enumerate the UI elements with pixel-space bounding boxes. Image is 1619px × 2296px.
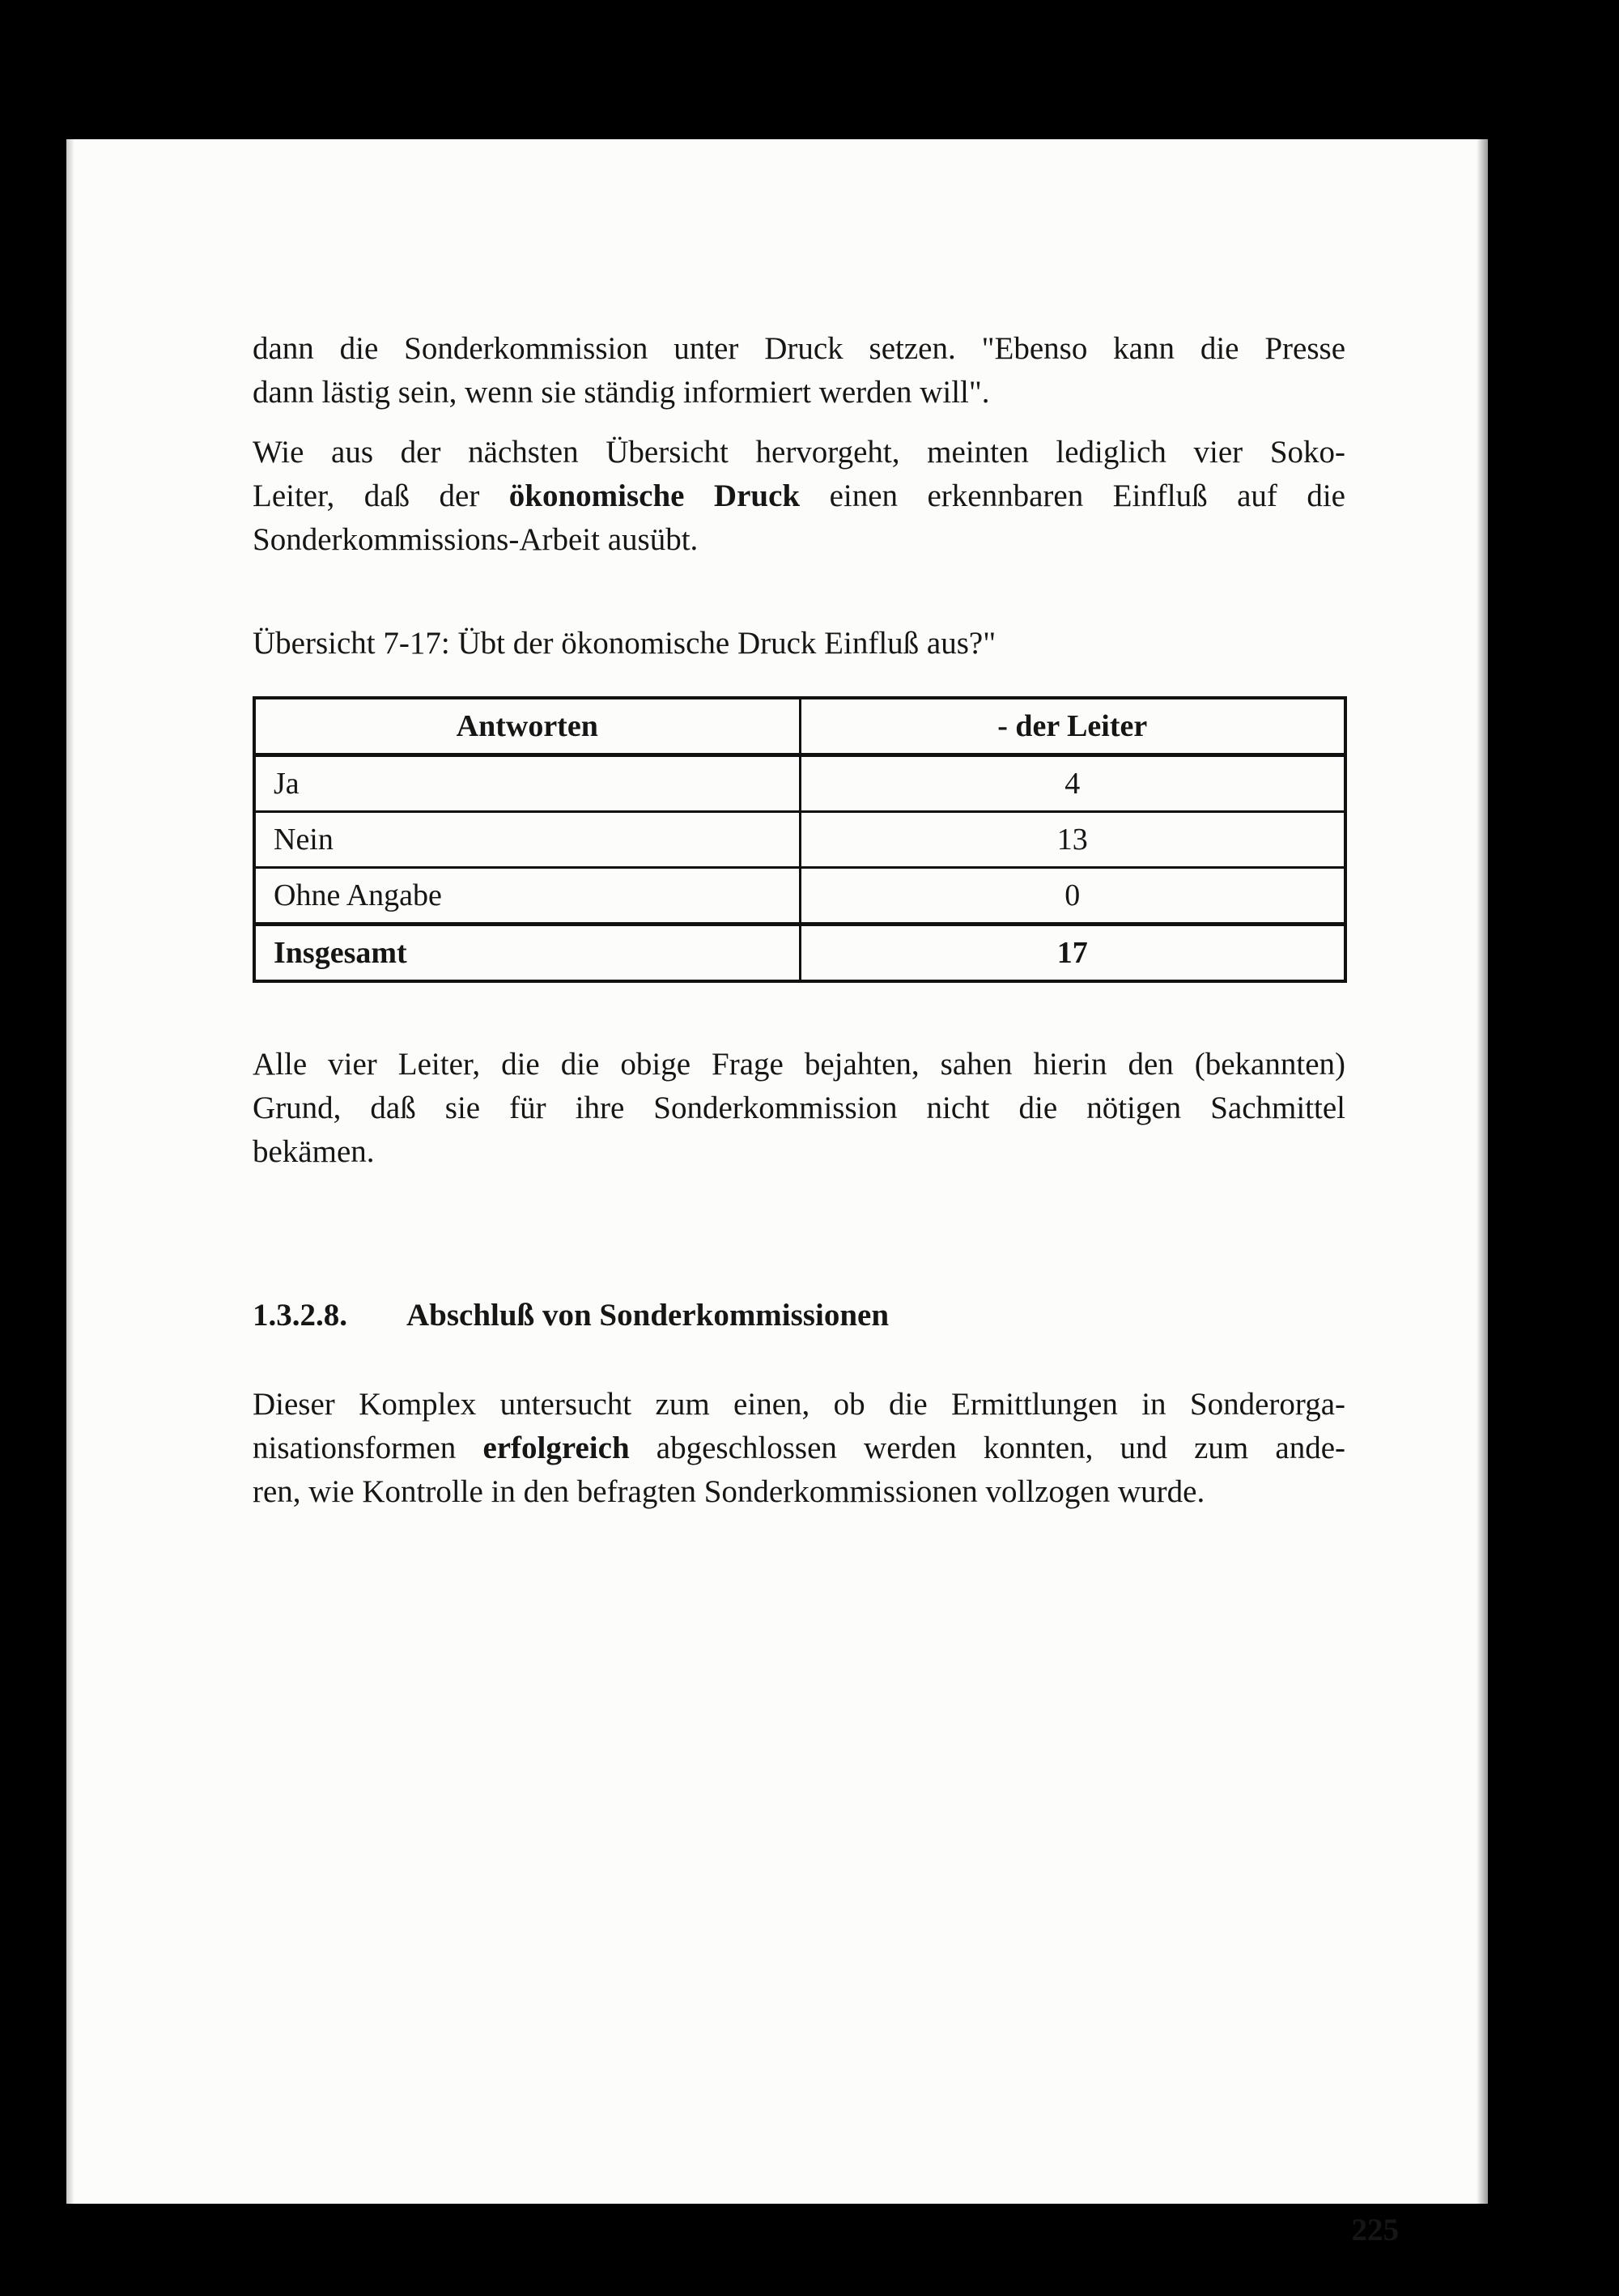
paragraph-4-line-2-post: abgeschlossen werden konnten, und zum ande- bbox=[629, 1431, 1345, 1465]
row-label: Ja bbox=[254, 755, 800, 812]
table-row bbox=[254, 868, 1345, 925]
row-value: 0 bbox=[800, 868, 1345, 925]
book-page bbox=[66, 139, 1488, 2247]
table-total-row bbox=[254, 925, 1345, 982]
table-row bbox=[254, 812, 1345, 868]
paragraph-3-line-3: bekämen. bbox=[253, 1134, 375, 1169]
emphasis-oekonomischer-druck: ökonomische Druck bbox=[508, 478, 801, 513]
paragraph-4-line-2-pre: nisationsformen bbox=[253, 1431, 483, 1465]
row-label: Ohne Angabe bbox=[254, 868, 800, 925]
paragraph-4-line-2 bbox=[253, 1426, 1345, 1470]
row-value: 13 bbox=[800, 812, 1345, 868]
section-title: Abschluß von Sonderkommissionen bbox=[406, 1298, 890, 1333]
paragraph-4 bbox=[253, 1383, 1345, 1514]
paragraph-2 bbox=[253, 431, 1345, 562]
paragraph-2-line-2 bbox=[253, 474, 1345, 518]
table-header-row bbox=[254, 698, 1345, 755]
total-label: Insgesamt bbox=[254, 925, 800, 982]
paragraph-2-line-2-pre: Leiter, daß der bbox=[253, 478, 509, 513]
table-caption: Übersicht 7-17: Übt der ökonomische Druck Einfluß aus?" bbox=[253, 626, 996, 661]
paragraph-3-line-1: Alle vier Leiter, die die obige Frage bejahten, sahen hierin den (bekannten) bbox=[253, 1047, 1345, 1082]
table-row bbox=[254, 755, 1345, 812]
header-antworten: Antworten bbox=[254, 698, 800, 755]
total-value: 17 bbox=[800, 925, 1345, 982]
paragraph-1-line-2: dann lästig sein, wenn sie ständig informiert werden will". bbox=[253, 375, 990, 410]
paragraph-2-line-1: Wie aus der nächsten Übersicht hervorgeht, meinten lediglich vier Soko- bbox=[253, 435, 1345, 470]
paragraph-1-line-1: dann die Sonderkommission unter Druck setzen. "Ebenso kann die Presse bbox=[253, 331, 1345, 366]
row-value: 4 bbox=[800, 755, 1345, 812]
paragraph-4-line-3: ren, wie Kontrolle in den befragten Sonderkommissionen vollzogen wurde. bbox=[253, 1474, 1205, 1509]
row-label: Nein bbox=[254, 812, 800, 868]
paragraph-2-line-3: Sonderkommissions-Arbeit ausübt. bbox=[253, 522, 699, 557]
page-edge-right bbox=[1477, 139, 1488, 2204]
results-table-wrapper bbox=[253, 696, 1347, 983]
emphasis-erfolgreich: erfolgreich bbox=[482, 1431, 630, 1465]
paragraph-2-line-2-post: einen erkennbaren Einfluß auf die bbox=[800, 478, 1345, 513]
section-number: 1.3.2.8. bbox=[253, 1298, 347, 1333]
page-number: 225 bbox=[1351, 2213, 1399, 2247]
paragraph-4-line-1: Dieser Komplex untersucht zum einen, ob die Ermittlungen in Sonderorga- bbox=[253, 1387, 1345, 1422]
paragraph-3-line-2: Grund, daß sie für ihre Sonderkommission nicht die nötigen Sachmittel bbox=[253, 1091, 1345, 1125]
page-content bbox=[253, 327, 1345, 1514]
paragraph-3 bbox=[253, 1043, 1345, 1174]
paragraph-1 bbox=[253, 327, 1345, 415]
header-der-leiter: - der Leiter bbox=[800, 698, 1345, 755]
section-heading bbox=[253, 1294, 1345, 1337]
page-edge-left bbox=[66, 139, 74, 2204]
results-table bbox=[253, 696, 1347, 983]
